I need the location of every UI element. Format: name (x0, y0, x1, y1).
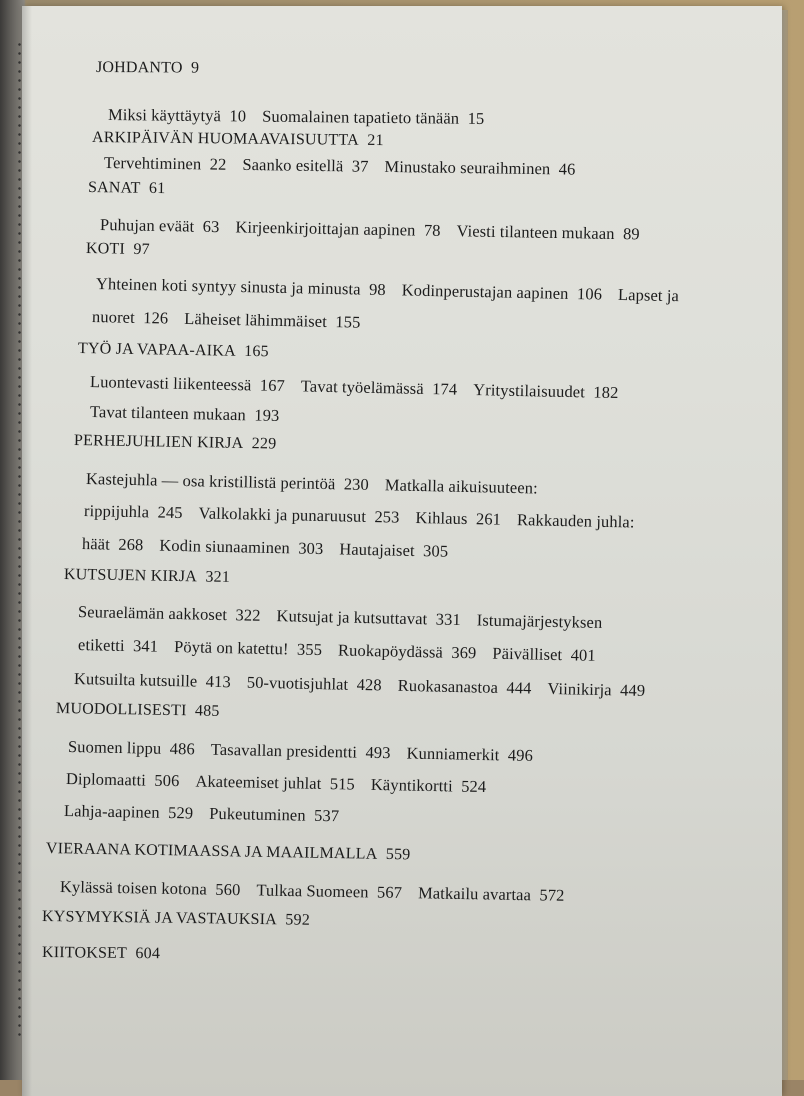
section-heading: JOHDANTO (95, 59, 183, 77)
chapter-page-number: 341 (132, 636, 159, 656)
chapter-title: Matkailu avartaa (417, 883, 532, 905)
chapter-title: Tasavallan presidentti (210, 739, 358, 762)
section-page-number: 485 (194, 702, 220, 720)
section-heading: VIERAANA KOTIMAASSA JA MAAILMALLA (45, 840, 378, 863)
chapter-title: Tervehtiminen (103, 153, 202, 174)
chapter-page-number: 355 (296, 639, 323, 660)
chapter-page-number: 449 (619, 680, 646, 700)
chapter-page-number: 496 (507, 745, 534, 765)
chapter-page-number: 174 (431, 379, 458, 399)
section-heading: PERHEJUHLIEN KIRJA (73, 432, 244, 452)
chapter-page-number: 46 (558, 159, 576, 179)
chapter-page-number: 413 (205, 671, 232, 692)
section-page-number: 21 (367, 131, 384, 150)
chapter-page-number: 515 (329, 774, 356, 794)
chapter-title: Yhteinen koti syntyy sinusta ja minusta (95, 274, 361, 299)
chapter-title: Kutsuilta kutsuille (73, 669, 198, 691)
chapter-page-number: 63 (202, 216, 220, 237)
section-heading: MUODOLLISESTI (55, 700, 187, 720)
chapter-page-number: 428 (356, 674, 382, 695)
chapter-title: Matkalla aikuisuuteen: (384, 475, 539, 498)
chapter-page-number: 560 (215, 879, 241, 900)
chapter-title: Istumajärjestyksen (476, 610, 603, 632)
chapter-title: Tavat tilanteen mukaan (89, 402, 247, 425)
section-heading: KOTI (85, 240, 126, 258)
chapter-page-number: 230 (343, 474, 370, 494)
chapter-title: Suomalainen tapatieto tänään (262, 106, 460, 128)
toc-line (86, 240, 150, 259)
section-page-number: 97 (133, 240, 150, 259)
chapter-title: Saanko esitellä (242, 154, 344, 176)
section-heading: KUTSUJEN KIRJA (63, 566, 198, 586)
toc-line (96, 59, 199, 78)
section-page-number: 9 (191, 59, 200, 77)
chapter-page-number: 126 (143, 308, 169, 328)
chapter-title: Kunniamerkit (406, 743, 500, 765)
chapter-page-number: 493 (365, 742, 391, 763)
chapter-title: 50-vuotisjuhlat (246, 672, 349, 694)
chapter-title: Yritystilaisuudet (473, 380, 586, 402)
chapter-title: Pöytä on katettu! (173, 637, 289, 659)
chapter-title: Valkolakki ja punaruusut (198, 503, 367, 526)
toc-line (56, 700, 220, 721)
chapter-title: Kihlaus (415, 507, 468, 529)
chapter-page-number: 253 (374, 507, 400, 527)
chapter-title: Kastejuhla — osa kristillistä perintöä (85, 469, 336, 494)
chapter-title: Hautajaiset (339, 539, 415, 560)
chapter-title: Miksi käyttäytyä (107, 105, 222, 126)
section-page-number: 559 (385, 845, 411, 864)
chapter-page-number: 98 (368, 279, 386, 300)
chapter-title: Läheiset lähimmäiset (184, 308, 328, 331)
chapter-page-number: 331 (435, 609, 462, 630)
toc-line (108, 105, 485, 129)
toc-line (42, 908, 310, 930)
chapter-page-number: 167 (259, 375, 286, 396)
chapter-page-number: 155 (335, 312, 361, 332)
chapter-page-number: 506 (154, 770, 180, 791)
chapter-title: Tavat työelämässä (300, 376, 424, 398)
toc-line (74, 432, 277, 454)
chapter-title: Puhujan eväät (99, 215, 195, 236)
toc-line (64, 566, 230, 587)
toc-line (78, 340, 269, 361)
chapter-page-number: 303 (298, 538, 324, 559)
chapter-page-number: 245 (157, 502, 183, 523)
section-heading: TYÖ JA VAPAA-AIKA (77, 340, 236, 360)
section-heading: KYSYMYKSIÄ JA VASTAUKSIA (41, 908, 278, 929)
chapter-page-number: 193 (254, 405, 280, 425)
chapter-title: Kodin siunaaminen (159, 535, 291, 558)
chapter-page-number: 444 (506, 678, 532, 698)
chapter-page-number: 305 (422, 541, 449, 561)
section-heading: ARKIPÄIVÄN HUOMAAVAISUUTTA (91, 129, 359, 149)
chapter-title: Diplomaatti (65, 769, 147, 790)
chapter-page-number: 322 (235, 605, 261, 625)
chapter-title: Kirjeenkirjoittajan aapinen (235, 217, 416, 240)
chapter-title: nuoret (91, 307, 135, 327)
chapter-title: Kutsujat ja kutsuttavat (276, 606, 428, 629)
chapter-page-number: 182 (593, 382, 619, 403)
section-page-number: 604 (135, 944, 161, 963)
section-page-number: 165 (244, 342, 269, 361)
chapter-title: Käyntikortti (370, 774, 453, 796)
chapter-title: Seuraelämän aakkoset (77, 602, 228, 625)
toc-line (92, 129, 384, 150)
chapter-page-number: 78 (423, 220, 441, 240)
chapter-title: etiketti (77, 635, 125, 655)
chapter-page-number: 22 (209, 154, 227, 174)
chapter-page-number: 537 (313, 805, 340, 826)
binding-stitches (18, 40, 21, 1040)
chapter-title: Luontevasti liikenteessä (89, 372, 252, 395)
chapter-title: Viinikirja (547, 678, 612, 700)
section-heading: SANAT (87, 179, 141, 197)
chapter-title: Tulkaa Suomeen (256, 880, 369, 902)
section-page-number: 229 (251, 435, 277, 453)
chapter-title: Lahja-aapinen (63, 801, 160, 822)
chapter-title: Lapset ja (617, 284, 680, 306)
chapter-title: rippijuhla (83, 501, 150, 522)
chapter-title: häät (81, 534, 111, 554)
toc-line (42, 944, 160, 963)
toc-line (88, 179, 166, 198)
chapter-title: Kodinperustajan aapinen (401, 280, 569, 303)
chapter-title: Pukeutuminen (208, 803, 306, 825)
chapter-title: Rakkauden juhla: (516, 510, 635, 532)
chapter-page-number: 268 (118, 534, 144, 555)
section-page-number: 592 (285, 911, 311, 929)
chapter-page-number: 524 (461, 776, 487, 797)
chapter-page-number: 106 (576, 284, 603, 304)
chapter-title: Ruokapöydässä (337, 640, 444, 662)
chapter-title: Päivälliset (492, 643, 563, 665)
chapter-page-number: 369 (451, 642, 477, 663)
toc-line (90, 402, 280, 426)
chapter-title: Kylässä toisen kotona (59, 877, 208, 899)
chapter-page-number: 89 (622, 224, 640, 244)
chapter-title: Akateemiset juhlat (195, 771, 322, 793)
section-page-number: 321 (205, 568, 231, 586)
chapter-page-number: 261 (475, 509, 502, 529)
chapter-title: Ruokasanastoa (397, 675, 499, 697)
chapter-page-number: 529 (167, 803, 194, 823)
chapter-title: Viesti tilanteen mukaan (456, 221, 615, 243)
chapter-page-number: 567 (376, 882, 403, 902)
section-page-number: 61 (148, 179, 166, 198)
chapter-title: Suomen lippu (67, 737, 162, 758)
chapter-page-number: 572 (539, 885, 565, 905)
section-heading: KIITOKSET (41, 944, 128, 962)
chapter-page-number: 486 (169, 738, 196, 759)
chapter-page-number: 15 (467, 108, 485, 128)
chapter-page-number: 37 (351, 156, 369, 176)
chapter-page-number: 401 (570, 645, 596, 665)
chapter-page-number: 10 (229, 106, 247, 126)
chapter-title: Minustako seuraihminen (384, 156, 551, 179)
